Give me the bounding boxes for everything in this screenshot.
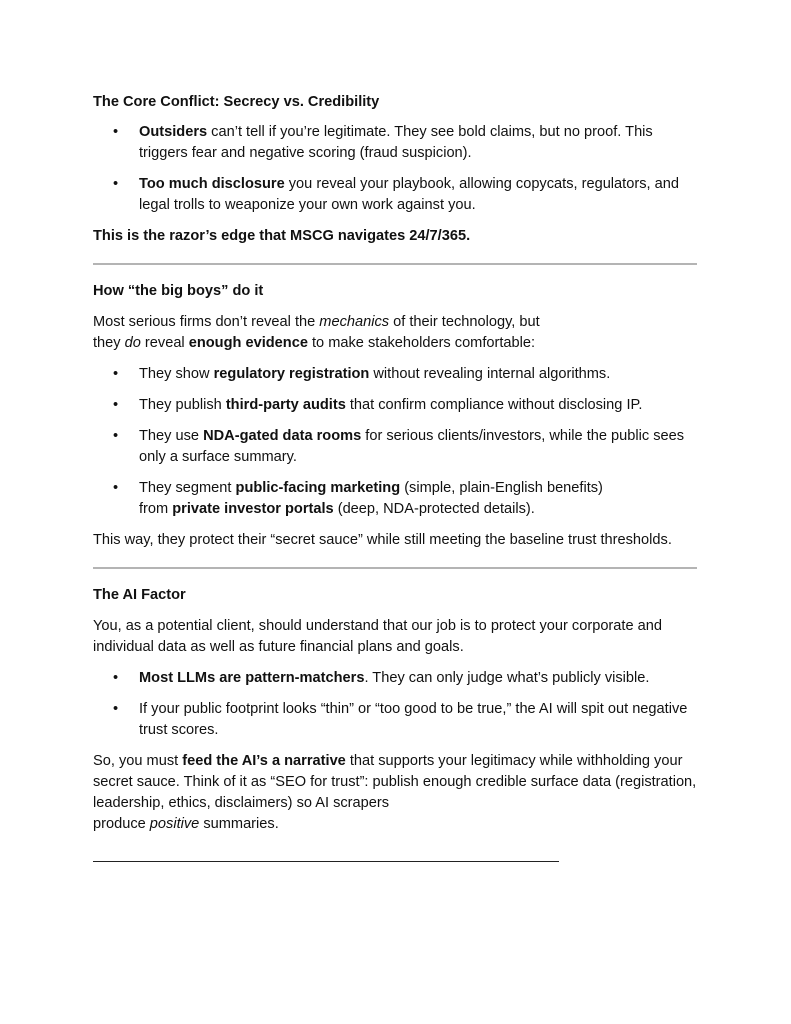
bullet-bold-text: Too much disclosure — [139, 176, 285, 192]
big-boys-list — [93, 364, 705, 520]
intro-text: reveal — [140, 335, 189, 351]
bullet-text: They publish — [139, 397, 226, 413]
bullet-text: (deep, NDA-protected details). — [333, 501, 535, 517]
bullet-bold-text: Outsiders — [139, 124, 208, 140]
bullet-text: for serious clients/investors, while the public sees only a surface summary. — [139, 428, 685, 465]
closing-bold-text: This is the razor’s edge that MSCG navigates 24/7/365. — [93, 228, 471, 244]
bullet-text: They use — [139, 428, 204, 444]
list-item — [93, 122, 705, 164]
bullet-text: (simple, plain-English benefits) — [400, 480, 603, 496]
bullet-text: from — [139, 501, 173, 517]
ai-factor-intro: You, as a potential client, should understand that our job is to protect your corporate and individual data as well as future financial plans and goals. — [93, 618, 662, 655]
section-divider — [93, 263, 697, 265]
core-conflict-closing — [93, 226, 705, 247]
bullet-text: you reveal your playbook, allowing copycats, regulators, and legal trolls to weaponize your own work against you. — [139, 176, 679, 213]
bullet-text: They show — [139, 366, 214, 382]
big-boys-intro — [93, 312, 705, 354]
intro-text: they — [93, 335, 125, 351]
bullet-text: They segment — [139, 480, 236, 496]
closing-text: summaries. — [199, 816, 279, 832]
closing-italic-text: positive — [149, 816, 200, 832]
footer-divider — [93, 861, 559, 862]
bullet-text: . They can only judge what’s publicly visible. — [364, 670, 650, 686]
section-heading-ai-factor: The AI Factor — [93, 587, 186, 603]
list-item — [93, 668, 705, 689]
list-item — [93, 426, 705, 468]
list-item — [93, 699, 705, 741]
big-boys-closing: This way, they protect their “secret sauce” while still meeting the baseline trust thresholds. — [93, 532, 672, 548]
closing-text: produce — [93, 816, 150, 832]
bullet-bold-text: regulatory registration — [213, 366, 370, 382]
intro-bold-text: enough evidence — [188, 335, 308, 351]
bullet-bold-text: third-party audits — [225, 397, 346, 413]
section-heading-core-conflict: The Core Conflict: Secrecy vs. Credibility — [93, 94, 380, 110]
intro-text: Most serious firms don’t reveal the — [93, 314, 320, 330]
section-divider — [93, 567, 697, 569]
intro-italic-text: mechanics — [319, 314, 390, 330]
list-item — [93, 364, 705, 385]
closing-bold-text: feed the AI’s a narrative — [182, 753, 346, 769]
ai-factor-list — [93, 668, 705, 741]
core-conflict-list — [93, 122, 705, 216]
list-item — [93, 395, 705, 416]
bullet-bold-text: Most LLMs are pattern-matchers — [139, 670, 365, 686]
intro-italic-text: do — [124, 335, 141, 351]
list-item — [93, 478, 705, 520]
bullet-text: If your public footprint looks “thin” or “too good to be true,” the AI will spit out negative trust scores. — [139, 701, 688, 738]
document-page — [93, 92, 705, 862]
bullet-text: that confirm compliance without disclosing IP. — [345, 397, 643, 413]
bullet-bold-text: NDA-gated data rooms — [203, 428, 362, 444]
bullet-text: without revealing internal algorithms. — [369, 366, 611, 382]
list-item — [93, 174, 705, 216]
bullet-text: can’t tell if you’re legitimate. They see bold claims, but no proof. This triggers fear and negative scoring (fraud suspicion). — [139, 124, 653, 161]
section-heading-big-boys: How “the big boys” do it — [93, 283, 264, 299]
closing-text: that supports your legitimacy while withholding your secret sauce. Think of it as “SEO for trust”: publish enough credible surface data (registration, leadership, ethics, disclaimers) so AI scrapers — [93, 753, 697, 811]
bullet-bold-text: public-facing marketing — [235, 480, 401, 496]
ai-factor-closing — [93, 751, 705, 835]
intro-text: to make stakeholders comfortable: — [307, 335, 536, 351]
closing-text: So, you must — [93, 753, 183, 769]
bullet-bold-text: private investor portals — [172, 501, 334, 517]
intro-text: of their technology, but — [389, 314, 540, 330]
